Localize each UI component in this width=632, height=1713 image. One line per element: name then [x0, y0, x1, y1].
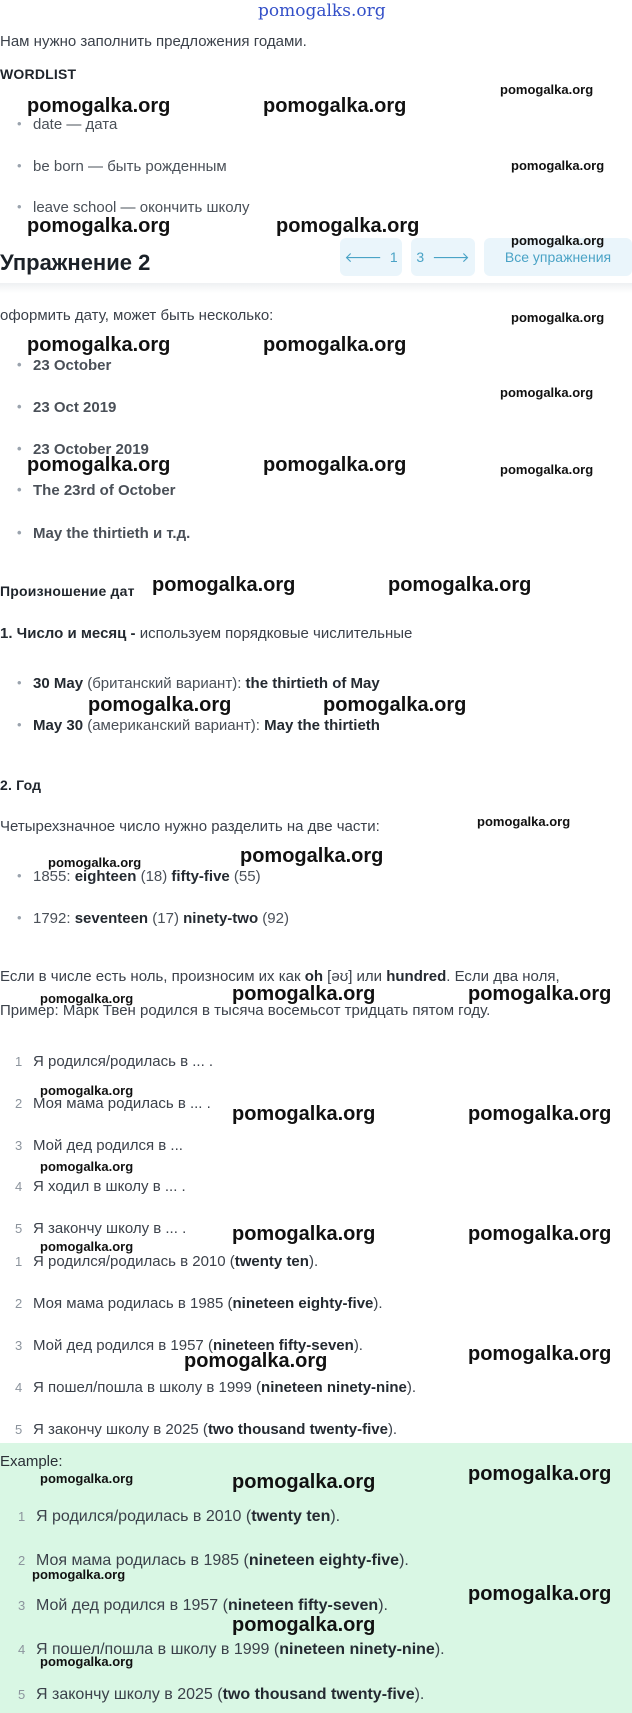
- example-answer: 4 Я пошел/пошла в школу в 1999 (nineteen ninety-nine).: [18, 1641, 445, 1658]
- wordlist-item: [17, 158, 227, 175]
- year-text: Четырехзначное число нужно разделить на две части:: [0, 818, 380, 835]
- day-month-heading-bold: 1. Число и месяц -: [0, 625, 136, 642]
- sticky-bar-shadow: [0, 283, 632, 293]
- intro-text: Нам нужно заполнить предложения годами.: [0, 33, 307, 50]
- all-exercises-label: Все упражнения: [504, 249, 612, 265]
- watermark: pomogalka.org: [240, 845, 384, 867]
- task-item: 4 Я ходил в школу в ... .: [15, 1178, 186, 1195]
- site-header-link[interactable]: pomogalks.org: [258, 1, 386, 21]
- day-month-item: • 30 May (британский вариант): the thirtieth of May: [17, 675, 380, 692]
- year-heading: 2. Год: [0, 777, 42, 793]
- prev-exercise-label: 1: [389, 249, 398, 265]
- date-variant: (американский вариант):: [83, 717, 265, 734]
- task-item: 1 Я родился/родилась в ... .: [15, 1053, 214, 1070]
- format-item-text: The 23rd of October: [33, 482, 176, 499]
- watermark: pomogalka.org: [27, 215, 171, 237]
- wordlist-item-text: leave school — окончить школу: [33, 199, 250, 216]
- watermark: pomogalka.org: [388, 574, 532, 596]
- day-month-heading: [0, 625, 412, 642]
- watermark: pomogalka.org: [468, 1463, 612, 1485]
- watermark: pomogalka.org: [48, 855, 142, 870]
- date-form: 30 May: [33, 675, 84, 692]
- task-item: 2 Моя мама родилась в ... .: [15, 1095, 211, 1112]
- zero-note: Если в числе есть ноль, произносим их как oh [əʊ] или hundred. Если два ноля,: [0, 968, 560, 985]
- example-answer: 3 Мой дед родился в 1957 (nineteen fifty-seven).: [18, 1597, 388, 1614]
- watermark: pomogalka.org: [232, 1471, 376, 1493]
- answer-item: 3 Мой дед родился в 1957 (nineteen fifty-seven).: [15, 1337, 363, 1354]
- watermark: pomogalka.org: [152, 574, 296, 596]
- format-item: • The 23rd of October: [17, 482, 176, 499]
- day-month-heading-rest: используем порядковые числительные: [135, 625, 413, 642]
- watermark: pomogalka.org: [468, 983, 612, 1005]
- watermark: pomogalka.org: [511, 233, 605, 248]
- example-answer: 5 Я закончу школу в 2025 (two thousand twenty-five).: [18, 1686, 425, 1703]
- watermark: pomogalka.org: [40, 1239, 134, 1254]
- bullet-icon: •: [17, 199, 22, 214]
- example-answer: 2 Моя мама родилась в 1985 (nineteen eighty-five).: [18, 1552, 409, 1569]
- format-item: • 23 October 2019: [17, 441, 149, 458]
- formats-intro: оформить дату, может быть несколько:: [0, 307, 274, 324]
- next-exercise-button[interactable]: [411, 238, 475, 276]
- example-line: Пример: Марк Твен родился в тысяча восемьсот тридцать пятом году.: [0, 1002, 491, 1019]
- exercise-title: Упражнение 2: [0, 250, 151, 275]
- task-item: 5 Я закончу школу в ... .: [15, 1220, 187, 1237]
- year-item: • 1855: eighteen (18) fifty-five (55): [17, 868, 261, 885]
- wordlist-item-text: be born — быть рожденным: [33, 158, 227, 175]
- watermark: pomogalka.org: [40, 991, 134, 1006]
- year-item: • 1792: seventeen (17) ninety-two (92): [17, 910, 289, 927]
- next-exercise-label: 3: [416, 249, 425, 265]
- prev-exercise-button[interactable]: [340, 238, 402, 276]
- format-item-text: 23 October: [33, 357, 112, 374]
- answer-item: 1 Я родился/родилась в 2010 (twenty ten).: [15, 1253, 319, 1270]
- watermark: pomogalka.org: [468, 1343, 612, 1365]
- watermark: pomogalka.org: [500, 462, 594, 477]
- watermark: pomogalka.org: [40, 1159, 134, 1174]
- watermark: pomogalka.org: [40, 1654, 134, 1669]
- date-reading: May the thirtieth: [264, 717, 380, 734]
- format-item-text: May the thirtieth и т.д.: [33, 525, 191, 542]
- answer-item: 2 Моя мама родилась в 1985 (nineteen eighty-five).: [15, 1295, 383, 1312]
- format-item: • May the thirtieth и т.д.: [17, 525, 191, 542]
- example-label: Example:: [0, 1453, 63, 1470]
- watermark: pomogalka.org: [232, 983, 376, 1005]
- watermark: pomogalka.org: [323, 694, 467, 716]
- watermark: pomogalka.org: [232, 1103, 376, 1125]
- bullet-icon: •: [17, 116, 22, 131]
- watermark: pomogalka.org: [232, 1614, 376, 1636]
- arrow-right-icon: 🡒: [432, 248, 470, 265]
- format-item: • 23 Oct 2019: [17, 399, 117, 416]
- bullet-icon: •: [17, 158, 22, 173]
- watermark: pomogalka.org: [511, 310, 605, 325]
- example-answer: 1 Я родился/родилась в 2010 (twenty ten).: [18, 1508, 341, 1525]
- watermark: pomogalka.org: [32, 1567, 126, 1582]
- arrow-left-icon: 🡐: [344, 248, 382, 265]
- date-reading: the thirtieth of May: [245, 675, 380, 692]
- watermark: pomogalka.org: [263, 454, 407, 476]
- format-item: • 23 October: [17, 357, 112, 374]
- watermark: pomogalka.org: [276, 215, 420, 237]
- watermark: pomogalka.org: [184, 1350, 328, 1372]
- watermark: pomogalka.org: [511, 158, 605, 173]
- task-item: 3 Мой дед родился в ...: [15, 1137, 183, 1154]
- watermark: pomogalka.org: [88, 694, 232, 716]
- watermark: pomogalka.org: [263, 95, 407, 117]
- watermark: pomogalka.org: [468, 1583, 612, 1605]
- answer-item: 5 Я закончу школу в 2025 (two thousand twenty-five).: [15, 1421, 398, 1438]
- answer-item: 4 Я пошел/пошла в школу в 1999 (nineteen ninety-nine).: [15, 1379, 417, 1396]
- watermark: pomogalka.org: [500, 82, 594, 97]
- watermark: pomogalka.org: [27, 95, 171, 117]
- format-item-text: 23 October 2019: [33, 441, 149, 458]
- watermark: pomogalka.org: [40, 1471, 134, 1486]
- date-variant: (британский вариант):: [83, 675, 246, 692]
- wordlist-item-text: date — дата: [33, 116, 118, 133]
- watermark: pomogalka.org: [263, 334, 407, 356]
- wordlist-item: [17, 199, 250, 216]
- wordlist-title: WORDLIST: [0, 66, 77, 82]
- watermark: pomogalka.org: [27, 334, 171, 356]
- watermark: pomogalka.org: [468, 1223, 612, 1245]
- watermark: pomogalka.org: [500, 385, 594, 400]
- watermark: pomogalka.org: [468, 1103, 612, 1125]
- date-form: May 30: [33, 717, 84, 734]
- pronunciation-title: Произношение дат: [0, 583, 135, 599]
- format-item-text: 23 Oct 2019: [33, 399, 117, 416]
- watermark: pomogalka.org: [477, 814, 571, 829]
- watermark: pomogalka.org: [232, 1223, 376, 1245]
- watermark: pomogalka.org: [40, 1083, 134, 1098]
- day-month-item: • May 30 (американский вариант): May the thirtieth: [17, 717, 380, 734]
- wordlist-item: [17, 116, 118, 133]
- watermark: pomogalka.org: [27, 454, 171, 476]
